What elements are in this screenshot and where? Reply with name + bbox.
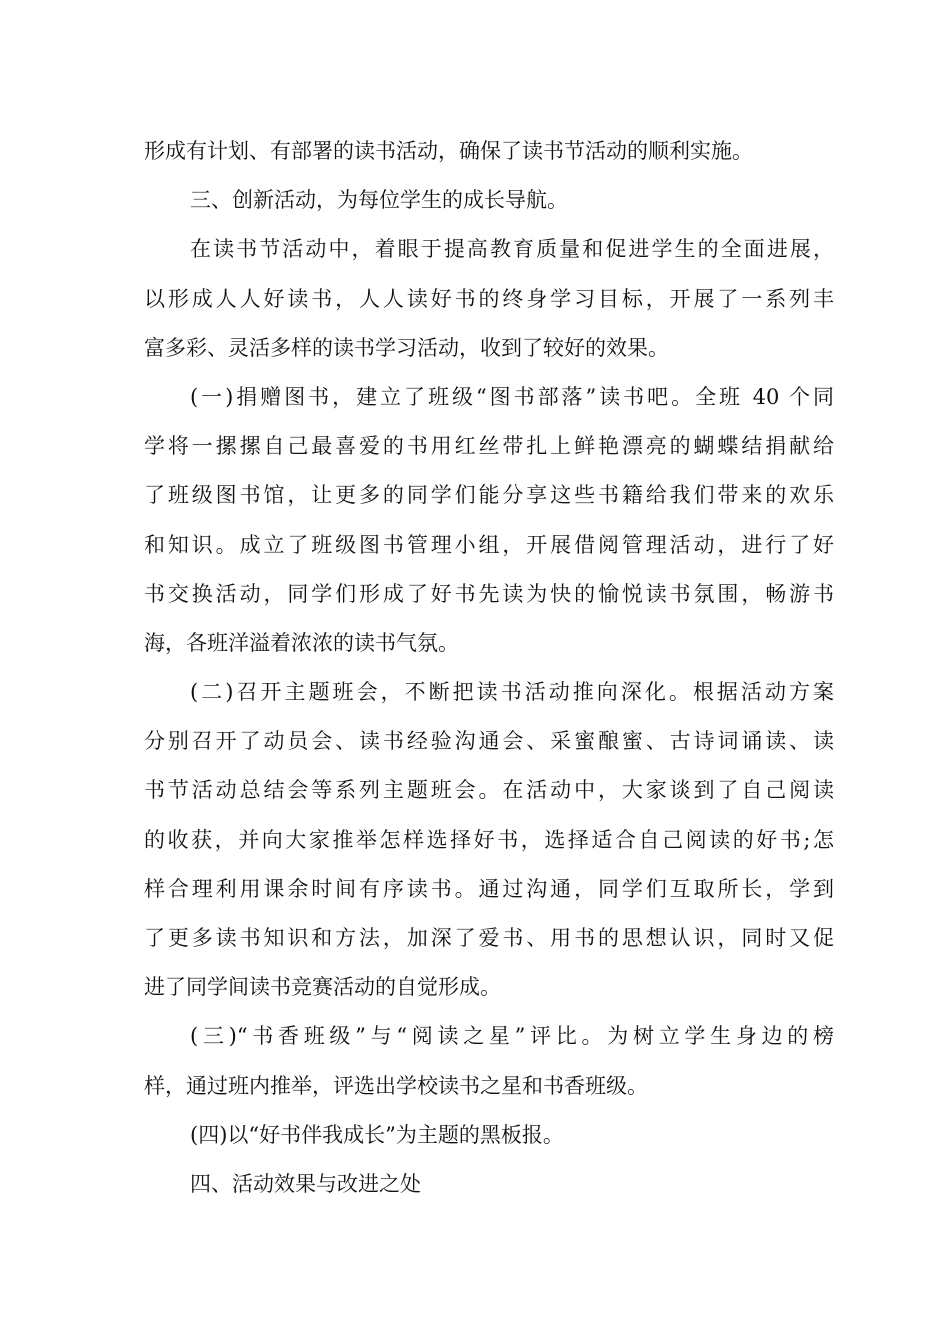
text-line: 了更多读书知识和方法，加深了爱书、用书的思想认识，同时又促 [144,926,834,950]
text-line: 在读书节活动中，着眼于提高教育质量和促进学生的全面进展， [190,237,834,262]
text-line: 形成有计划、有部署的读书活动，确保了读书节活动的顺利实施。 [144,139,753,163]
text-line: (一)捐赠图书，建立了班级“图书部落”读书吧。全班 40 个同 [190,384,834,409]
text-line: 分别召开了动员会、读书经验沟通会、采蜜酿蜜、古诗词诵读、读 [144,729,834,754]
document-body [144,127,834,1209]
text-line: 了班级图书馆，让更多的同学们能分享这些书籍给我们带来的欢乐 [144,483,834,508]
text-line: 书节活动总结会等系列主题班会。在活动中，大家谈到了自己阅读 [144,778,834,803]
text-line: 学将一摞摞自己最喜爱的书用红丝带扎上鲜艳漂亮的蝴蝶结捐献给 [144,434,834,459]
section-heading-3: 三、创新活动，为每位学生的成长导航。 [190,188,568,213]
section-heading-4: 四、活动效果与改进之处 [190,1171,421,1196]
text-line: (二)召开主题班会，不断把读书活动推向深化。根据活动方案 [190,680,834,705]
text-line: 的收获，并向大家推举怎样选择好书，选择适合自己阅读的好书;怎 [144,827,834,852]
text-line: 样合理利用课余时间有序读书。通过沟通，同学们互取所长，学到 [144,876,834,901]
text-line: 和知识。成立了班级图书管理小组，开展借阅管理活动，进行了好 [144,532,834,557]
text-line: 样，通过班内推举，评选出学校读书之星和书香班级。 [144,1073,648,1098]
text-line: 富多彩、灵活多样的读书学习活动，收到了较好的效果。 [144,335,669,360]
text-line: 书交换活动，同学们形成了好书先读为快的愉悦读书氛围，畅游书 [144,581,834,606]
text-line: 以形成人人好读书，人人读好书的终身学习目标，开展了一系列丰 [144,286,834,311]
text-line: (四)以“好书伴我成长”为主题的黑板报。 [190,1122,564,1147]
text-line: 海，各班洋溢着浓浓的读书气氛。 [144,630,459,655]
text-line: 进了同学间读书竞赛活动的自觉形成。 [144,975,501,1000]
text-line: (三)“书香班级”与“阅读之星”评比。为树立学生身边的榜 [190,1024,834,1049]
